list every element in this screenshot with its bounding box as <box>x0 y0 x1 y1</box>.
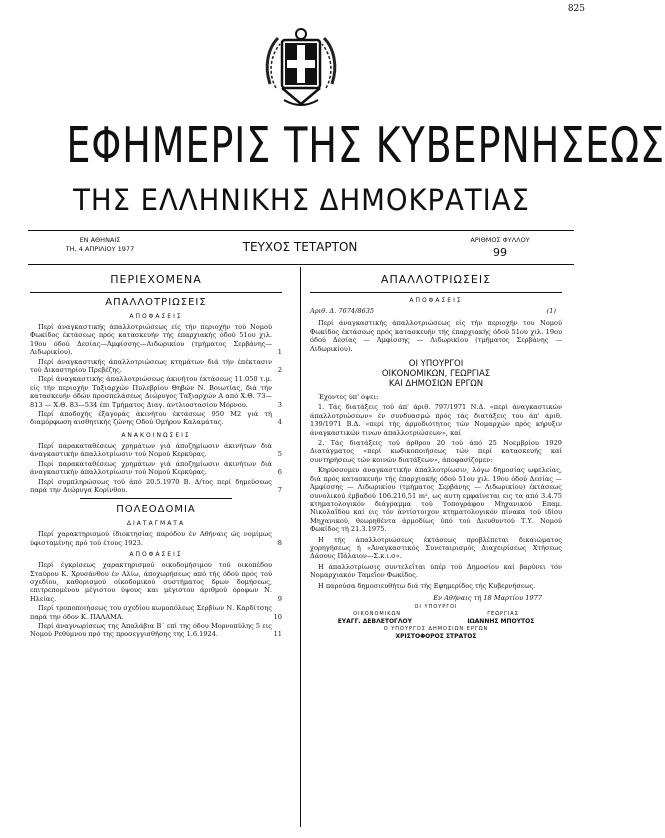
ministers-title: ΟΙ ΥΠΟΥΡΓΟΙ ΟΙΚΟΝΟΜΙΚΩΝ, ΓΕΩΡΓΙΑΣ ΚΑΙ ΔΗΜΟΣΙΩΝ ΕΡΓΩΝ <box>381 359 491 390</box>
decision-date: Εν Αθήναις τή 18 Μαρτίου 1977 <box>433 593 542 602</box>
entry-text: Περί τροποποιήσεως του σχεδίου κωμοπόλεως Σερβίων Ν. Καρδίτσης παρά την όδον Κ. ΠΑΛΑΜΑ. <box>30 604 272 621</box>
issue-volume: ΤΕΥΧΟΣ ΤΕΤΑΡΤΟΝ <box>242 240 358 254</box>
contents-entry[interactable] <box>30 460 282 477</box>
section-subtitle: ΑΠΟΦΑΣΕΙΣ <box>129 551 183 559</box>
masthead-title: ΕΦΗΜΕΡΙΣ ΤΗΣ ΚΥΒΕΡΝΗΣΕΩΣ <box>66 117 665 174</box>
section-subtitle: ΑΠΟΦΑΣΕΙΣ <box>129 313 183 320</box>
decision-paragraph: Η τής άπαλλοτριώσεως έκτάσεως προβλέπεται δικαιώματος χορηγήσεως ή «Άναγκαστικός Συνεταιρισμός Διαχειρίσεως Χτήσεως Δάσους Πάλαιον—Σ.κ.ι.σ». <box>310 535 562 561</box>
entry-text: Περί άναγκαστικής άπαλλοτριώσεως είς τήν περιοχήν τού Νομού Φωκίδος έκτάσεως πρός κατασκευήν τής έπαρχιακής όδού 51ου χιλ. 19ου όδού Δεσίας—Άμφίσσης—Αιδωρικίου (τμήματος Σερβάνης—Λιδωρικίου). <box>30 323 272 357</box>
decision-paragraph: Η παρούσα δημοσιευθήτω διά τής Εφημερίδος τής Κυβερνήσεως. <box>318 581 536 590</box>
contents-entry[interactable] <box>30 442 282 459</box>
section-subtitle: ΑΝΑΚΟΙΝΩΣΕΙΣ <box>121 431 191 439</box>
entry-page: 7 <box>277 485 282 494</box>
entry-page: 11 <box>273 630 282 639</box>
signature-name-left: ΕΥΑΓΓ. ΔΕΒΛΕΤΟΓΛΟΥ <box>337 618 412 626</box>
decision-intro: Περί άναγκαστικής άπαλλοτριώσεως είς τήν περιοχήν του Νομού Φωκίδος έκτάσεως πρός κατασκευήν τής έπαρχιακής όδού 51ου χιλ. 19ου όδού Δεσίας — Άμφίσσης — Λιδωρικίου (τμήματος Σερβάνης — Λιδωρικίου). <box>310 319 562 353</box>
signature-name-third: ΧΡΙΣΤΟΦΟΡΟΣ ΣΤΡΑΤΟΣ <box>395 633 477 641</box>
decision-paragraph: 2. Τάς διατάξεις τού άρθρου 20 τού άπό 25 Νοεμβρίου 1929 Διατάγματος «περί κωδικοποιήσεως τών περί κατασκευής καί συντηρήσεως τών κοινών διατάξεων», άποφασίζομεν: <box>310 439 562 464</box>
decision-heading: ΑΠΑΛΛΟΤΡΙΩΣΕΙΣ <box>380 273 492 286</box>
masthead-rule-bottom <box>28 264 574 265</box>
contents-entry[interactable] <box>30 410 282 427</box>
entry-text: Περί άποδοχής έξαγοράς άκινήτου έκτάσεως 950 Μ2 γιά τή διαμόρφωση αισθητικής ζώνης Οδού Ομήρου Καλαμάτας. <box>30 410 272 427</box>
contents-entry[interactable] <box>30 561 282 603</box>
contents-entry[interactable] <box>30 375 282 409</box>
entry-page: 5 <box>277 450 282 459</box>
signature-title-third: Ο ΥΠΟΥΡΓΟΣ ΔΗΜΟΣΙΩΝ ΕΡΓΩΝ <box>383 626 489 633</box>
entry-text: Περί άναγνωρίσεως της Άπαλάβια Β΄ επί της όδου Μορνοπύλης 5 εις Νομού Ρεθύμνου πρό της προσεγγισθήσης της 1.6.1924. <box>30 621 272 639</box>
decision-heading-rule <box>310 292 562 293</box>
entry-text: Περί άναγκαστικής άπαλλοτριώσεως άκινήτου έκτάσεως 11.050 τ.μ. είς τήν περιοχήν Ταξιαρχών Πυλεβρίου Θηβών Ν. Βοιωτίας, διά τήν κατασκευήν όδών προσπελάσεως Διώρυγος Ταξιαρχών Α από Χ.Θ. 73—813 — Χ.Θ. 83—534 έπι Τμήματος Διαγ. άντλιοστασίου Μόρνου. <box>30 375 272 409</box>
section-title: ΑΠΑΛΛΟΤΡΙΩΣΕΙΣ <box>105 297 207 308</box>
contents-column <box>30 270 282 640</box>
contents-entry[interactable] <box>30 323 282 357</box>
decision-reference <box>310 307 562 315</box>
decision-paragraph: Κηρύσσομεν άναγκαστικήν άπαλλοτρίωσιν, λόγω δημοσίας ωφελείας, διά πρός κατασκευήν τής έπαρχιακής όδού 51ου χιλ. 19ου όδού Δεσίας — Άμφίσσης — Λιδωρικίου (τμήματος Σερβάνης — Λιδωρικίου) έκτάσεως συνολικού έμβαδού 106.216,51 m², ως αυτη εμφαίνεται εις τα από 3.4.75 κτηματολογικόν διάγραμμα τού Τοπογράφου Μηχανικού Επαμ. Νικολαΐδου καί εις τόν άντίστοιχον κτηματολογικόν πίνακα τού ίδίου Μηχανικού, θεωρηθέντα άρμοδίως ύπό τού Διευθυντού Τ.Υ. Νομού Φωκίδος τή 21.3.1975. <box>310 466 562 534</box>
section-rule <box>80 498 231 499</box>
contents-entry[interactable] <box>30 530 282 547</box>
entry-text: Περί παρακαταθέσεως χρημάτων γιά άποζημίωσιν άκινήτων διά άναγκαστικήν άπαλλοτρίωσιν τού Νομού Κερκύρας. <box>30 459 272 477</box>
entry-page: 9 <box>277 594 282 603</box>
page-number: 825 <box>567 4 585 14</box>
contents-heading-rule <box>30 292 282 293</box>
signature-name-right: ΙΩΑΝΝΗΣ ΜΠΟΥΤΟΣ <box>467 618 535 626</box>
entry-page: 8 <box>277 538 282 547</box>
decision-paragraph: 1. Τάς διατάξεις τού άπ' άριθ. 797/1971 Ν.Δ. «περί άναγκαστικών άπαλλοτριώσεων» έν συνδυασμώ πρός τάς διατάξεις του άπ' άριθ. 139/1971 Β.Δ. «περί τής άρμοδιότητος τών Νομαρχών πρός κήρυξιν άναγκαστικών τινων άπαλλοτριώσεων», καί <box>310 403 562 437</box>
decision-column <box>310 270 562 641</box>
decision-subheading: ΑΠΟΦΑΣΕΙΣ <box>409 297 463 304</box>
entry-text: Περί συμπληρώσεως τού άπό 20.5.1970 Β. Δ/τος περί δημεύσεως παρά την Διώρυγα Κορίνθου. <box>30 477 272 494</box>
entry-page: 10 <box>273 612 282 621</box>
issue-sheet <box>440 236 560 261</box>
masthead-rule-top <box>28 230 574 231</box>
issue-date: ΤΗ, 4 ΑΠΡΙΛΙΟΥ 1977 <box>65 245 135 253</box>
entry-text: Περί παρακαταθέσεως χρημάτων γιά άποζημίωσιν άκινήτων διά άναγκαστικήν άπαλλοτρίωσιν τού Νομού Κερκύρας. <box>30 441 272 459</box>
issue-sheet-number: 99 <box>493 246 507 259</box>
considering-line: Έχοντες ύπ' όψει: <box>318 393 379 402</box>
entry-text: Περί χαρακτηρισμού ίδιοκτησίας παρόδου έν Αθήναις ώς νομίμως ύφισταμένης πρό τού έτους 1923. <box>30 530 272 547</box>
entry-text: Περί έγκρίσεως χαρακτηρισμού οικοδομήσιμου τού οικοπέδου Σταύρου Κ. Χρυσάνθου έν Αλίω, άποχωρήσεως από τής όδού πρός τού σχεδίου, καθορισμού οίκοδομικού συστήματος δρων δομήσεως, επιτρεπομένου μέγιστου ύψους και μέγιστου άριθμού όροφων Ν. Ηλείας. <box>30 561 272 603</box>
signatures-titles <box>310 611 562 618</box>
entry-page: 6 <box>277 468 282 477</box>
contents-entry[interactable] <box>30 604 282 621</box>
contents-entry[interactable] <box>30 358 282 375</box>
signature-title-left: ΟΙΚΟΝΟΜΙΚΩΝ <box>353 611 402 618</box>
entry-page: 3 <box>277 400 282 409</box>
signature-title-right: ΓΕΩΡΓΙΑΣ <box>487 611 519 618</box>
coat-of-arms-emblem <box>262 26 340 110</box>
decision-index: (1) <box>546 307 556 315</box>
entry-page: 2 <box>277 366 282 375</box>
signatures-names <box>310 618 562 626</box>
issue-sheet-label: ΑΡΙΘΜΟΣ ΦΥΛΛΟΥ <box>470 236 530 244</box>
entry-text: Περί άναγκαστικής άπαλλοτριώσεως κτημάτων διά τήν έπέκτασιν τού Δικαστηρίου Πρεβέζης. <box>30 357 272 375</box>
section-subtitle: ΔΙΑΤΑΓΜΑΤΑ <box>126 520 186 528</box>
contents-heading: ΠΕΡΙΕΧΟΜΕΝΑ <box>110 273 202 286</box>
column-divider <box>300 267 301 827</box>
masthead-subtitle: ΤΗΣ ΕΛΛΗΝΙΚΗΣ ΔΗΜΟΚΡΑΤΙΑΣ <box>73 183 530 217</box>
section-title: ΠΟΛΕΟΔΟΜΙΑ <box>116 504 196 516</box>
issue-place: ΕΝ ΑΘΗΝΑΙΣ <box>79 236 121 244</box>
entry-page: 1 <box>277 348 282 357</box>
contents-entry[interactable] <box>30 622 282 639</box>
issue-place-date <box>40 236 160 254</box>
decision-paragraph: Η άπαλλοτρίωσις συντελεΐται ύπέρ τού Δημοσίου καί βαρύνει τόν Νομαρχιακόν Ταμεΐον Φωκίδος. <box>310 562 562 580</box>
signatures-label: ΟΙ ΥΠΟΥΡΓΟΙ <box>414 604 458 611</box>
entry-page: 4 <box>277 418 282 427</box>
contents-entry[interactable] <box>30 478 282 495</box>
decision-ref-number: Αριθ. Δ. 7674/8635 <box>310 307 375 315</box>
